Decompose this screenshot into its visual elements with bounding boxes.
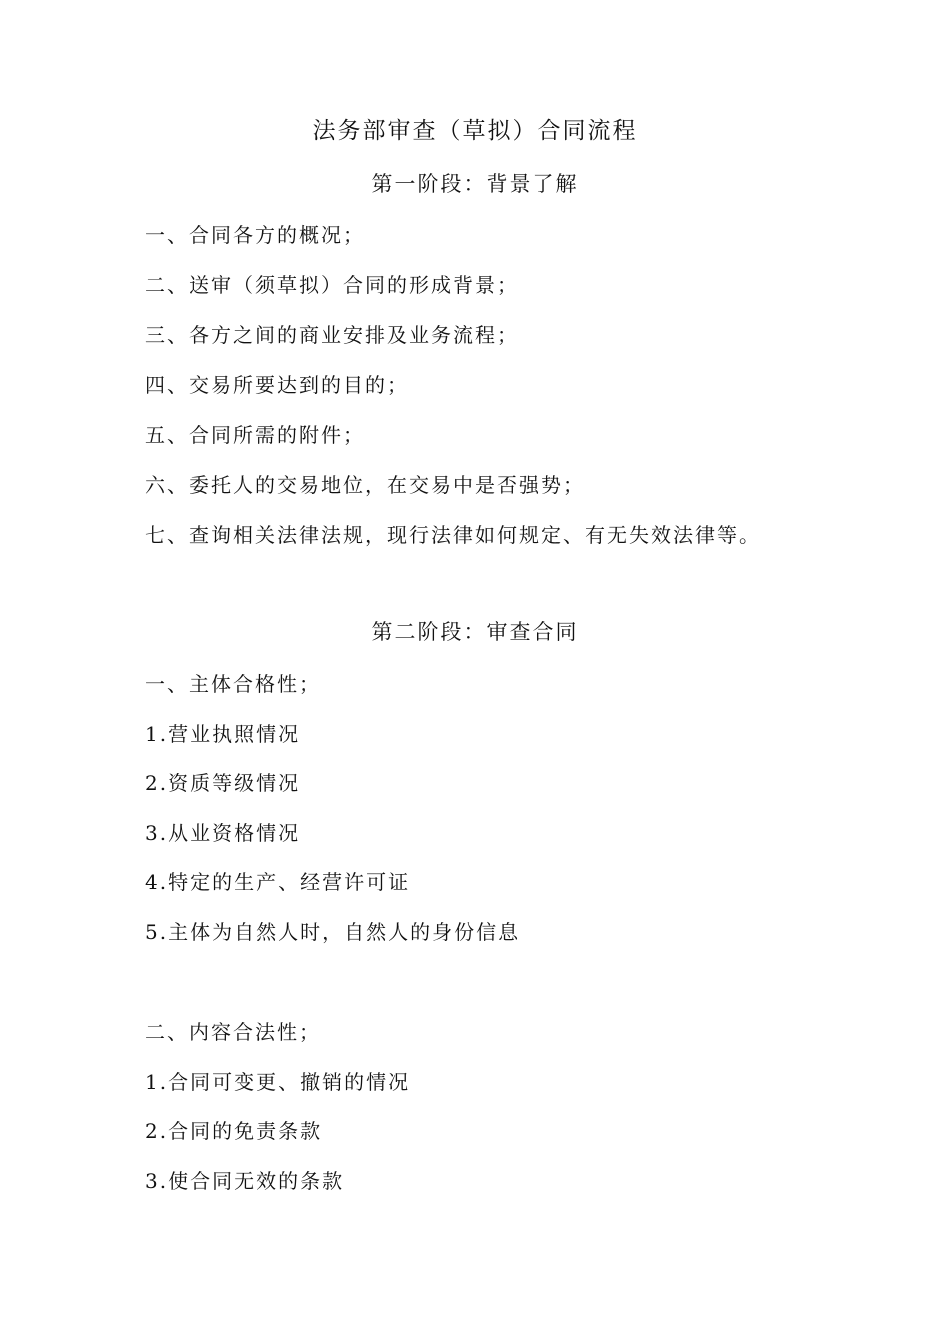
section1-item: 3.从业资格情况 <box>145 821 301 845</box>
stage1-item: 三、各方之间的商业安排及业务流程； <box>145 323 519 347</box>
section1-item: 1.营业执照情况 <box>145 722 301 746</box>
document-title: 法务部审查（草拟）合同流程 <box>312 118 638 144</box>
stage1-item: 二、送审（须草拟）合同的形成背景； <box>145 273 519 297</box>
stage1-item: 四、交易所要达到的目的； <box>145 373 409 397</box>
section2-item: 2.合同的免责条款 <box>145 1119 323 1143</box>
section1-heading: 一、主体合格性； <box>145 672 321 696</box>
section1-item: 2.资质等级情况 <box>145 771 301 795</box>
section2-heading: 二、内容合法性； <box>145 1020 321 1044</box>
section1-item: 5.主体为自然人时，自然人的身份信息 <box>145 920 521 944</box>
stage2-heading: 第二阶段：审查合同 <box>371 620 579 644</box>
stage1-item: 五、合同所需的附件； <box>145 423 365 447</box>
section2-item: 1.合同可变更、撤销的情况 <box>145 1070 411 1094</box>
section1-item: 4.特定的生产、经营许可证 <box>145 870 411 894</box>
stage1-item: 六、委托人的交易地位，在交易中是否强势； <box>145 473 585 497</box>
section2-item: 3.使合同无效的条款 <box>145 1169 345 1193</box>
stage1-heading: 第一阶段：背景了解 <box>371 172 579 196</box>
stage1-item: 七、查询相关法律法规，现行法律如何规定、有无失效法律等。 <box>145 523 761 547</box>
stage1-item: 一、合同各方的概况； <box>145 223 365 247</box>
